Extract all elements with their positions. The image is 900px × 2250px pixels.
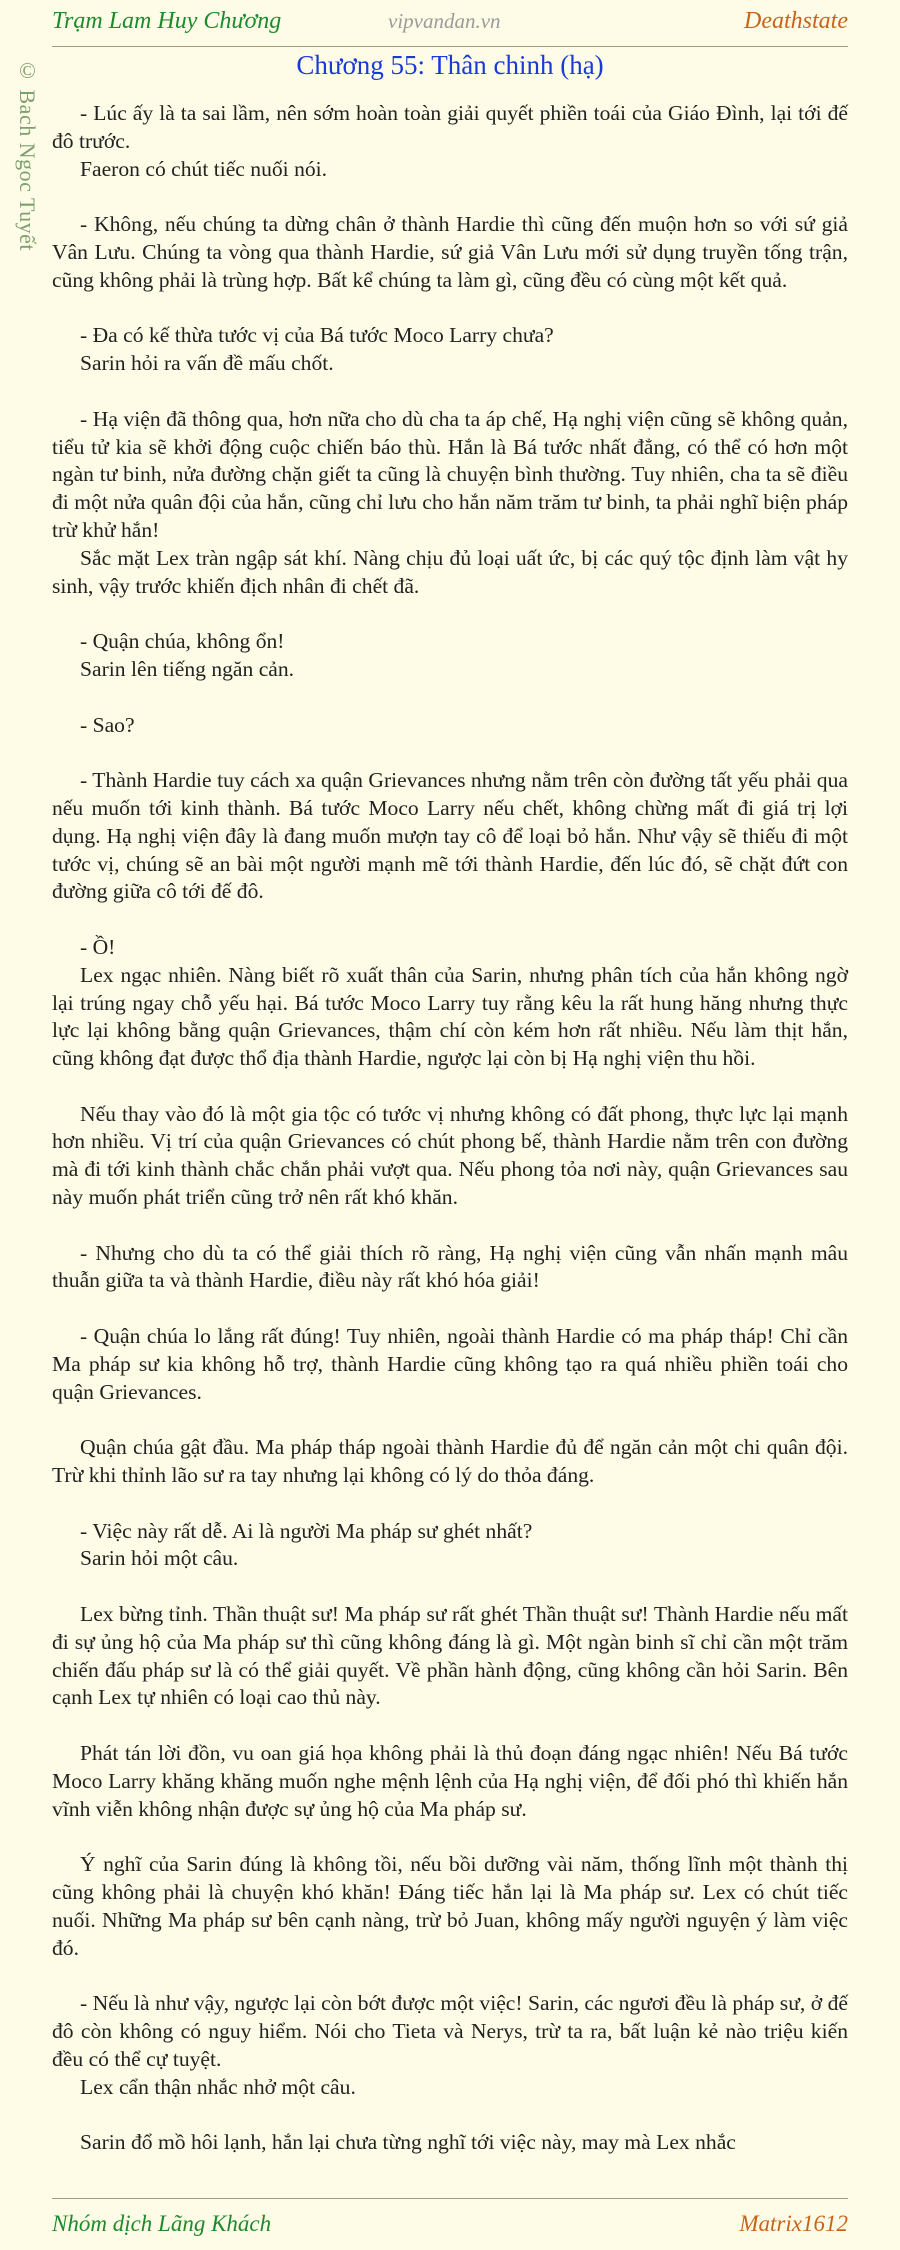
paragraph: - Nhưng cho dù ta có thể giải thích rõ ràng, Hạ nghị viện cũng vẫn nhấn mạnh mâu thuẫn giữa ta và thành Hardie, điều này rất khó hóa giải! (52, 1240, 848, 1293)
header-author: Deathstate (744, 8, 848, 34)
paragraph: - Việc này rất dễ. Ai là người Ma pháp sư ghét nhất? (80, 1518, 533, 1543)
page-footer (52, 2198, 848, 2239)
paragraph: Sắc mặt Lex tràn ngập sát khí. Nàng chịu đủ loại uất ức, bị các quý tộc định làm vật hy sinh, vậy trước khiến địch nhân đi chết đã. (52, 545, 848, 598)
paragraph: - Lúc ấy là ta sai lầm, nên sớm hoàn toàn giải quyết phiền toái của Giáo Đình, lại tới đế đô trước. (52, 101, 848, 153)
paragraph: Faeron có chút tiếc nuối nói. (80, 156, 328, 181)
header-website: vipvandan.vn (388, 9, 501, 33)
paragraph: - Đa có kế thừa tước vị của Bá tước Moco Larry chưa? (80, 323, 554, 348)
paragraph: Sarin hỏi ra vấn đề mấu chốt. (80, 351, 334, 376)
paragraph: Nếu thay vào đó là một gia tộc có tước vị nhưng không có đất phong, thực lực lại mạnh hơn nhiều. Vị trí của quận Grievances có chút phong bế, thành Hardie nằm trên con đường mà đi tới kinh thành chắc chắn phải vượt qua. Nếu phong tỏa nơi này, quận Grievances sau này muốn phát triển cũng trở nên rất khó khăn. (52, 1101, 848, 1210)
footer-uploader: Matrix1612 (739, 2211, 848, 2236)
paragraph: Sarin hỏi một câu. (80, 1546, 239, 1571)
paragraph: Sarin lên tiếng ngăn cản. (80, 656, 295, 681)
paragraph: - Thành Hardie tuy cách xa quận Grievances nhưng nằm trên còn đường tất yếu phải qua nếu muốn tới kinh thành. Bá tước Moco Larry nếu chết, không chừng mất đi giá trị lợi dụng. Hạ nghị viện đây là đang muốn mượn tay cô để loại bỏ hắn. Như vậy sẽ thiếu đi một tước vị, chúng sẽ an bài một người mạnh mẽ tới thành Hardie, đến lúc đó, sẽ chặt đứt con đường giữa cô tới đế đô. (52, 768, 848, 904)
paragraph: - Hạ viện đã thông qua, hơn nữa cho dù cha ta áp chế, Hạ nghị viện cũng sẽ không quản, tiểu tử kia sẽ khởi động cuộc chiến báo thù. Hắn là Bá tước nhất đẳng, có thể có hơn một ngàn tư binh, nửa đường chặn giết ta cũng là chuyện bình thường. Tuy nhiên, cha ta sẽ điều đi một nửa quân đội của hắn, cũng chỉ lưu cho hắn năm trăm tư binh, ta phải nghĩ biện pháp trừ khử hắn! (52, 406, 848, 542)
page-header (52, 0, 848, 47)
paragraph: Phát tán lời đồn, vu oan giá họa không phải là thủ đoạn đáng ngạc nhiên! Nếu Bá tước Moco Larry khăng khăng muốn nghe mệnh lệnh của Hạ nghị viện, để đối phó thì khiến hắn vĩnh viễn không nhận được sự ủng hộ của Ma pháp sư. (52, 1741, 848, 1821)
paragraph: Sarin đổ mồ hôi lạnh, hắn lại chưa từng nghĩ tới việc này, may mà Lex nhắc (80, 2130, 736, 2155)
paragraph: Lex cẩn thận nhắc nhở một câu. (80, 2074, 356, 2099)
paragraph: - Không, nếu chúng ta dừng chân ở thành Hardie thì cũng đến muộn hơn so với sứ giả Vân Lưu. Chúng ta vòng qua thành Hardie, sứ giả Vân Lưu mới sử dụng truyền tống trận, cũng không phải là trùng hợp. Bất kể chúng ta làm gì, cũng đều có cùng một kết quả. (52, 212, 848, 292)
chapter-title: Chương 55: Thân chinh (hạ) (296, 50, 604, 80)
copyright-side-text: © Bach Ngoc Tuyết (15, 58, 40, 251)
footer-translator-group: Nhóm dịch Lãng Khách (52, 2211, 272, 2236)
paragraph: - Ồ! (80, 934, 116, 959)
paragraph: Quận chúa gật đầu. Ma pháp tháp ngoài thành Hardie đủ để ngăn cản một chi quân đội. Trừ khi thỉnh lão sư ra tay nhưng lại không có lý do thỏa đáng. (52, 1435, 848, 1488)
paragraph: Lex bừng tỉnh. Thần thuật sư! Ma pháp sư rất ghét Thần thuật sư! Thành Hardie nếu mất đi sự ủng hộ của Ma pháp sư thì cũng không đáng là gì. Một ngàn binh sĩ chỉ cần một trăm chiến đấu pháp sư là có thể giải quyết. Về phần hành động, cũng không cần hỏi Sarin. Bên cạnh Lex tự nhiên có loại cao thủ này. (52, 1602, 848, 1710)
paragraph: - Sao? (80, 712, 135, 737)
chapter-content (52, 100, 848, 2157)
paragraph: Lex ngạc nhiên. Nàng biết rõ xuất thân của Sarin, nhưng phân tích của hắn không ngờ lại trúng ngay chỗ yếu hại. Bá tước Moco Larry tuy rằng kêu la rất hung hăng nhưng thực lực lại không bằng quận Grievances, thậm chí còn kém hơn rất nhiều. Nếu làm thịt hắn, cũng không đạt được thổ địa thành Hardie, ngược lại còn bị Hạ nghị viện thu hồi. (52, 962, 848, 1071)
paragraph: - Quận chúa lo lắng rất đúng! Tuy nhiên, ngoài thành Hardie có ma pháp tháp! Chỉ cần Ma pháp sư kia không hỗ trợ, thành Hardie cũng không tạo ra quá nhiều phiền toái cho quận Grievances. (52, 1324, 848, 1404)
paragraph: - Nếu là như vậy, ngược lại còn bớt được một việc! Sarin, các ngươi đều là pháp sư, ở đế đô còn không có nguy hiểm. Nói cho Tieta và Nerys, trừ ta ra, bất luận kẻ nào triệu kiến đều có thể cự tuyệt. (52, 1991, 848, 2071)
paragraph: - Quận chúa, không ổn! (80, 629, 285, 654)
header-book-title: Trạm Lam Huy Chương (52, 8, 282, 34)
paragraph: Ý nghĩ của Sarin đúng là không tồi, nếu bồi dưỡng vài năm, thống lĩnh một thành thị cũng không phải là chuyện khó khăn! Đáng tiếc hắn lại là Ma pháp sư. Lex có chút tiếc nuối. Những Ma pháp sư bên cạnh nàng, trừ bỏ Juan, không mấy người nguyện ý làm việc đó. (52, 1852, 848, 1960)
